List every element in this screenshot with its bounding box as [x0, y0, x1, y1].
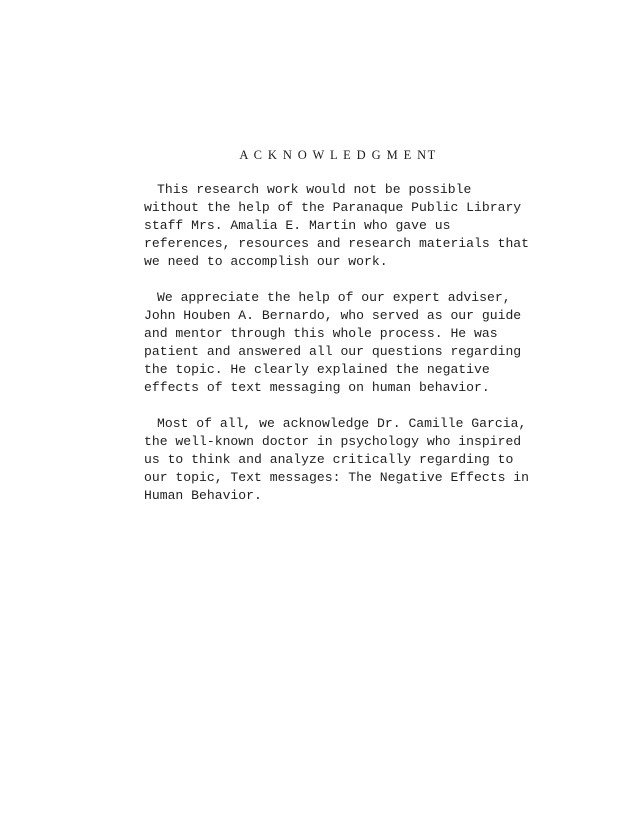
paragraph-line: us to think and analyze critically regarding to: [144, 452, 514, 467]
paragraph-line: Most of all, we acknowledge Dr. Camille Garcia,: [157, 416, 527, 431]
paragraph-line: This research work would not be possible: [157, 182, 472, 197]
paragraph-line: our topic, Text messages: The Negative Effects in: [144, 470, 530, 485]
paragraph-line: effects of text messaging on human behavior.: [144, 380, 490, 395]
paragraph-3: [144, 415, 539, 505]
document-body: [144, 181, 539, 523]
paragraph-line: the well-known doctor in psychology who inspired: [144, 434, 522, 449]
paragraph-line: the topic. He clearly explained the negative: [144, 362, 490, 377]
paragraph-line: Human Behavior.: [144, 488, 262, 503]
paragraph-line: references, resources and research materials that: [144, 236, 530, 251]
paragraph-line: We appreciate the help of our expert adviser,: [157, 290, 511, 305]
page-title: A C K N O W L E D G M E NT: [239, 148, 437, 162]
paragraph-line: staff Mrs. Amalia E. Martin who gave us: [144, 218, 451, 233]
paragraph-line: John Houben A. Bernardo, who served as our guide: [144, 308, 522, 323]
paragraph-1: [144, 181, 539, 271]
paragraph-line: without the help of the Paranaque Public Library: [144, 200, 522, 215]
paragraph-line: and mentor through this whole process. He was: [144, 326, 498, 341]
paragraph-2: [144, 289, 539, 397]
paragraph-line: we need to accomplish our work.: [144, 254, 388, 269]
paragraph-line: patient and answered all our questions regarding: [144, 344, 522, 359]
